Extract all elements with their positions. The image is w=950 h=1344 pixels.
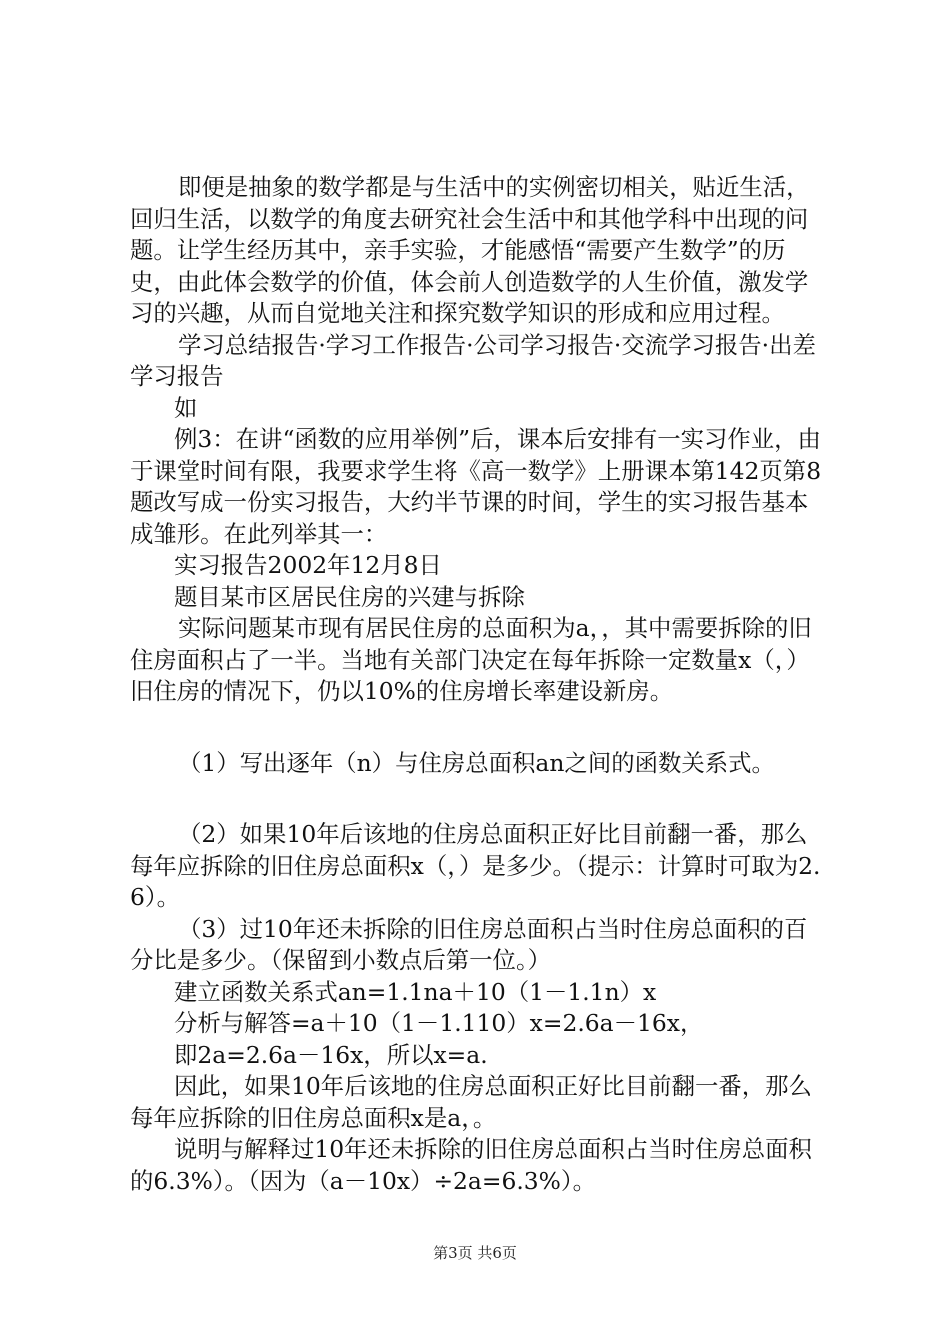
paragraph-report-title: 题目某市区居民住房的兴建与拆除: [174, 582, 525, 611]
paragraph-analysis: 分析与解答=a＋10（1－1.110）x=2.6a－16x，: [174, 1009, 704, 1037]
paragraph-example-3: 例3：在讲“函数的应用举例”后，课本后安排有一实习作业，由于课堂时间有限，我要求学生将《高一数学》上册课本第142页第8题改写成一份实习报告，大约半节课的时间，学生的实习报告基本成雏形。在此列举其一：: [130, 425, 822, 548]
paragraph-report-types: 学习总结报告·学习工作报告·公司学习报告·交流学习报告·出差学习报告: [130, 330, 816, 390]
paragraph-question-2: （2）如果10年后该地的住房总面积正好比目前翻一番，那么每年应拆除的旧住房总面积x（，）是多少。（提示：计算时可取为2.6）。: [130, 820, 821, 911]
paragraph-question-3: （3）过10年还未拆除的旧住房总面积占当时住房总面积的百分比是多少。（保留到小数点后第一位。）: [130, 914, 808, 974]
paragraph-ru: 如: [174, 393, 198, 422]
paragraph-solution: 即2a=2.6a－16x，所以x=a.: [174, 1040, 488, 1069]
paragraph-intro: 即便是抽象的数学都是与生活中的实例密切相关，贴近生活，回归生活，以数学的角度去研究社会生活中和其他学科中出现的问题。让学生经历其中，亲手实验，才能感悟“需要产生数学”的历史，由此体会数学的价值，体会前人创造数学的人生价值，激发学习的兴趣，从而自觉地关注和探究数学知识的形成和应用过程。: [130, 173, 810, 327]
paragraph-problem: 实际问题某市现有居民住房的总面积为a，，其中需要拆除的旧住房面积占了一半。当地有关部门决定在每年拆除一定数量x（，）旧住房的情况下，仍以10%的住房增长率建设新房。: [130, 614, 812, 705]
paragraph-explanation: 说明与解释过10年还未拆除的旧住房总面积占当时住房总面积的6.3%）。（因为（a－10x）÷2a=6.3%）。: [130, 1135, 812, 1195]
paragraph-function: 建立函数关系式an=1.1na＋10（1－1.1n）x: [174, 977, 657, 1006]
paragraph-conclusion: 因此，如果10年后该地的住房总面积正好比目前翻一番，那么每年应拆除的旧住房总面积x是a，。: [130, 1072, 812, 1132]
page-footer: 第3页 共6页: [433, 1244, 517, 1262]
document-body: [130, 172, 830, 1197]
paragraph-report-date: 实习报告2002年12月8日: [174, 551, 442, 579]
paragraph-question-1: （1）写出逐年（n）与住房总面积an之间的函数关系式。: [178, 748, 775, 777]
